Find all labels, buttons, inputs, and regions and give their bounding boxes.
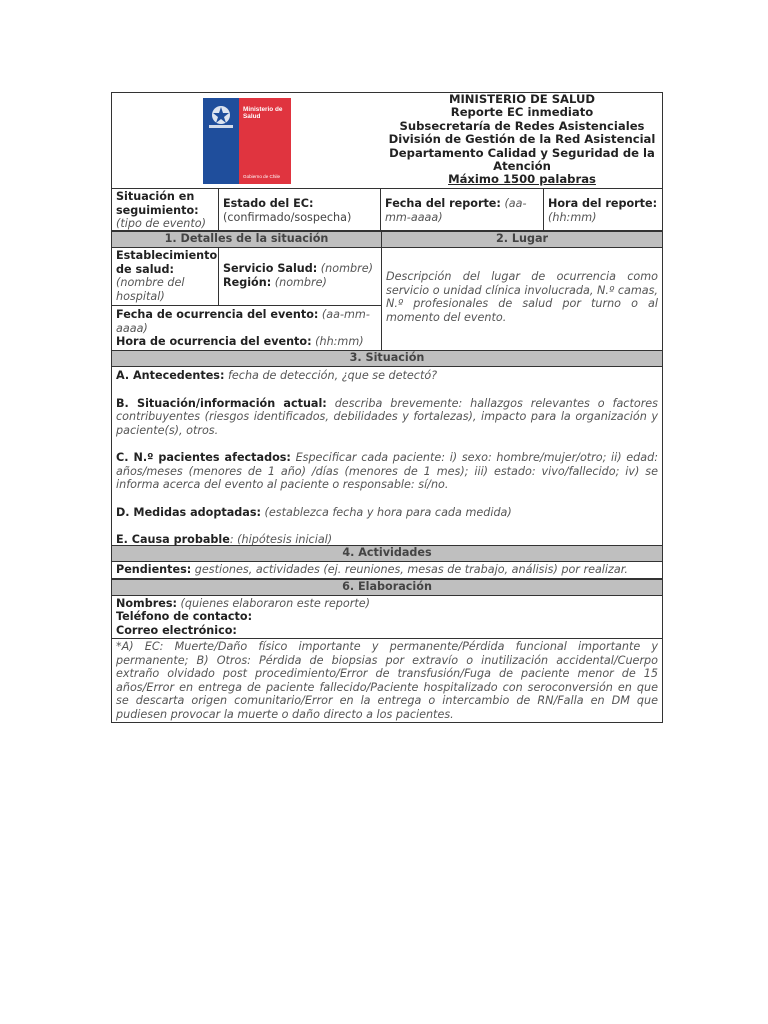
causa-text: : (hipótesis inicial) <box>229 533 333 546</box>
nombres-label: Nombres: <box>116 596 177 610</box>
fecha-evento-label: Fecha de ocurrencia del evento: <box>116 308 319 321</box>
word-limit: Máximo 1500 palabras <box>448 172 596 187</box>
section-6-header-row <box>112 579 662 596</box>
lugar-description: Descripción del lugar de ocurrencia como servicio o unidad clínica involucrada, N.º camas, N.º profesionales de salud por turno o al momento del evento. <box>386 270 658 324</box>
pacientes-item <box>116 451 658 492</box>
footnote-text: *A) EC: Muerte/Daño físico importante y permanente/Pérdida funcional importante y permanente; B) Otros: Pérdida de biopsias por extravío o inutilización accidental/Cuerpo extraño olvidado post procedimiento/Error de transfusión/Fuga de paciente menor de 15 años/Error en entrega de paciente fallecido/Paciente hospitalizado con seroconversión en que se descarta origen comunitario/Error en la entrega o intercambio de RN/Falla en DM que pudiesen provocar la muerte o daño directo a los pacientes. <box>116 640 658 721</box>
title-cell <box>382 93 662 188</box>
title-line-5: Departamento Calidad y Seguridad de la <box>389 145 655 160</box>
section-3-header-row <box>112 351 662 367</box>
medidas-label: D. Medidas adoptadas: <box>116 505 261 519</box>
servicio-hint: (nombre) <box>320 262 373 275</box>
lugar-cell[interactable] <box>382 248 662 350</box>
section-2-header: 2. Lugar <box>382 232 662 247</box>
section-3-body <box>112 367 662 546</box>
hora-reporte-label: Hora del reporte: <box>548 197 658 210</box>
hora-evento-hint: (hh:mm) <box>315 335 364 348</box>
status-row <box>112 189 662 231</box>
report-form <box>111 92 663 723</box>
section-4-header: 4. Actividades <box>112 546 662 561</box>
section-6-header: 6. Elaboración <box>112 580 662 595</box>
antecedentes-text: fecha de detección, ¿que se detectó? <box>227 369 438 382</box>
footnote-cell <box>112 639 662 722</box>
antecedentes-label: A. Antecedentes: <box>116 369 225 382</box>
pacientes-label: C. N.º pacientes afectados: <box>116 451 291 464</box>
situacion-actual-item <box>116 397 658 438</box>
pendientes-label: Pendientes: <box>116 563 192 576</box>
header-row <box>112 93 662 189</box>
title-line-1: MINISTERIO DE SALUD <box>448 92 596 106</box>
establecimiento-hint: (nombre del hospital) <box>116 276 185 303</box>
elaboracion-cell[interactable] <box>112 596 662 639</box>
pendientes-text: gestiones, actividades (ej. reuniones, mesas de trabajo, análisis) por realizar. <box>194 563 628 576</box>
section-1-header: 1. Detalles de la situación <box>112 232 382 247</box>
logo-text-2: Salud <box>243 113 261 120</box>
logo-red-block <box>239 98 291 184</box>
medidas-text: (establezca fecha y hora para cada medida) <box>264 505 512 519</box>
antecedentes-item <box>116 369 658 383</box>
telefono-label: Teléfono de contacto: <box>116 610 253 623</box>
logo-cell <box>112 93 382 187</box>
fecha-reporte-cell[interactable] <box>381 189 544 230</box>
coat-of-arms-icon <box>203 99 239 135</box>
establecimiento-cell[interactable] <box>112 248 219 305</box>
causa-label: E. Causa probable <box>116 533 230 546</box>
situacion-body[interactable] <box>112 367 662 545</box>
situacion-actual-label: B. Situación/información actual: <box>116 396 327 410</box>
ministry-logo <box>203 98 291 184</box>
section-4-header-row <box>112 546 662 562</box>
correo-label: Correo electrónico: <box>116 623 237 637</box>
situacion-hint: (tipo de evento) <box>116 217 206 230</box>
servicio-label: Servicio Salud: <box>223 262 318 275</box>
pacientes-text: Especificar cada paciente: i) sexo: hombre/mujer/otro; ii) edad: años/meses (menores de 1 año) /días (menores de 1 mes); iii) estado: vivo/fallecido; iv) se informa acerca del evento al paciente o responsable: sí/no. <box>116 451 658 491</box>
region-label: Región: <box>223 275 272 289</box>
section-1-body <box>112 248 382 350</box>
fecha-evento-cell[interactable] <box>112 306 381 350</box>
estado-hint: (confirmado/sospecha) <box>223 210 352 224</box>
section-1-2-header-row <box>112 231 662 248</box>
situacion-actual-text: describa brevemente: hallazgos relevantes o factores contribuyentes (riesgos identificados, debilidades y fortalezas), impacto para la organización y paciente(s), otros. <box>116 396 659 437</box>
nombres-hint: (quienes elaboraron este reporte) <box>180 596 370 610</box>
title-line-2: Reporte EC inmediato <box>450 105 594 120</box>
section-3-header: 3. Situación <box>112 351 662 366</box>
title-line-4: División de Gestión de la Red Asistencial <box>388 132 656 147</box>
hora-evento-label: Hora de ocurrencia del evento: <box>116 335 312 348</box>
region-hint: (nombre) <box>274 275 327 289</box>
fecha-evento-hint: (aa-mm-aaaa) <box>116 308 370 335</box>
section-6-body <box>112 596 662 640</box>
footnote-row <box>112 639 662 722</box>
causa-item <box>116 533 658 547</box>
logo-footer: Gobierno de Chile <box>243 174 281 179</box>
fecha-reporte-label: Fecha del reporte: <box>385 197 501 210</box>
situacion-cell[interactable] <box>112 189 219 230</box>
medidas-item <box>116 506 658 520</box>
establecimiento-label: Establecimiento de salud: <box>116 249 218 276</box>
servicio-cell[interactable] <box>219 248 381 305</box>
establecimiento-row <box>112 248 381 306</box>
hora-reporte-cell[interactable] <box>544 189 662 230</box>
estado-label: Estado del EC: <box>223 197 314 210</box>
estado-cell[interactable] <box>219 189 381 230</box>
title-line-6: Atención <box>493 159 551 174</box>
section-4-body <box>112 562 662 579</box>
logo-text-1: Ministerio de <box>243 106 283 113</box>
title-line-3: Subsecretaría de Redes Asistenciales <box>399 118 645 133</box>
section-1-2-body <box>112 248 662 351</box>
hora-reporte-hint: (hh:mm) <box>548 210 597 224</box>
situacion-label: Situación en seguimiento: <box>116 190 199 217</box>
pendientes-cell[interactable] <box>112 562 662 578</box>
fecha-reporte-hint: (aa-mm-aaaa) <box>385 197 527 224</box>
logo-blue-block <box>203 98 239 184</box>
